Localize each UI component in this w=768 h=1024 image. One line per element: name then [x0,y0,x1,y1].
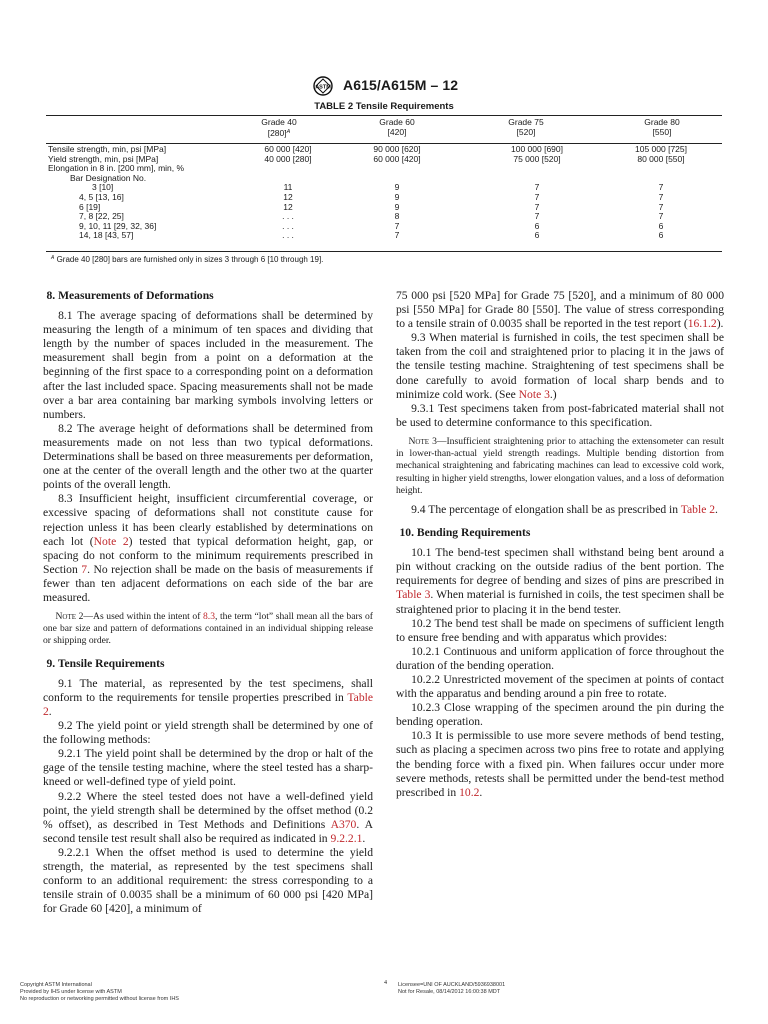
column-header-grade-40: Grade 40 [280]$^A$ [261,117,297,138]
footer-copyright: Copyright ASTM International Provided by IHS under license with ASTM No reproduction or networking permitted without license from IHS [20,982,179,1002]
document-title: A615/A615M – 12 [343,77,459,93]
note-3: Note 3—Insufficient straightening prior to attaching the extensometer can result in lower-than-actual yield strength readings. Multiple bending distortion from mechanical straightening and fabricating machines can lead to excessive cold work, resulting in higher yield strengths, lower elongation values, and a loss of deformation height. [396,435,724,496]
paragraph-10-3: 10.3 It is permissible to use more severe methods of bend testing, such as placing a specimen across two pins free to rotate and applying the bending force with a fixed pin. When failures occur under more severe methods, retests shall be permitted under the bend-test method prescribed in 10.2. [396,729,724,799]
table-cell: 60 000 [420] [264,144,312,154]
paragraph-8-3: 8.3 Insufficient height, insufficient circumferential coverage, or excessive spacing of deformations shall not constitute cause for rejection unless it has been clearly established by determinations on each lot (Note 2) tested that typical deformation height, gap, or spacing do not conform to the minimum requirements prescribed in Section 7. No rejection shall be made on the basis of measurements if fewer than ten adjacent deformations on each side of the bar are measured. [43,492,373,604]
table-cell [243,164,333,174]
row-label: Yield strength, min, psi [MPa] [48,153,159,164]
table-cell: 80 000 [550] [637,153,685,164]
table-cell: 100 000 [690] [511,144,563,154]
paragraph-10-2-1: 10.2.1 Continuous and uniform application of force throughout the duration of the bending operation. [396,644,724,672]
row-label: Elongation in 8 in. [200 mm], min, % [48,163,185,174]
table-cell: 9 [394,201,400,212]
column-header-grade-80: Grade 80 [550] [644,117,680,137]
section-7-link[interactable]: 7 [81,562,88,576]
table-cell: 60 000 [420] [373,153,421,164]
table-footnote: $^A$ Grade 40 [280] bars are furnished only in sizes 3 through 6 [10 through 19]. [51,255,324,264]
table-cell: . . . [282,220,294,231]
table-cell: . . . [282,230,294,241]
row-label: 6 [19] [79,201,101,212]
paragraph-9-3: 9.3 When material is furnished in coils, the test specimen shall be taken from the coil and straightened prior to placing it in the jaws of the tensile testing machine. Straightening of test specimens shall be done carefully to avoid formation of local sharp bends and to minimize cold work. (See Note 3.) [396,331,724,401]
table-cell: 12 [283,191,293,202]
paragraph-9-3-1: 9.3.1 Test specimens taken from post-fabricated material shall not be used to determine conformance to this specification. [396,401,724,429]
svg-text:ASTM: ASTM [315,84,331,91]
right-text-column [396,289,724,800]
table-cell: 75 000 [520] [513,153,561,164]
footer-license: Licensee=UNI OF AUCKLAND/5936938001 Not for Resale, 08/14/2012 16:00:38 MDT [398,982,506,995]
column-header-grade-75: Grade 75 [520] [508,117,544,137]
table-cell: . . . [282,211,294,222]
table-cell: 11 [283,182,293,193]
a370-link[interactable]: A370 [330,817,357,831]
table-column-grade-75 [492,145,582,241]
section-8-3-link[interactable]: 8.3 [203,611,215,623]
table-cell: 6 [658,220,664,231]
table-cell [616,164,706,174]
page-header [0,76,768,96]
table-2-link[interactable]: Table 2 [680,502,716,516]
paragraph-9-2-2-1: 9.2.2.1 When the offset method is used to determine the yield strength, the material, as represented by the test specimens shall conform to an additional requirement: the stress corresponding to a tensile strain of 0.0035 shall be a minimum of 60 000 psi [420 MPa] for Grade 60 [420], a minimum of [43,845,373,916]
table-cell: 9 [394,182,400,193]
table-cell: 9 [394,191,400,202]
table-row-labels [48,145,248,241]
row-label: 14, 18 [43, 57] [79,230,134,241]
section-16-1-2-link[interactable]: 16.1.2 [687,317,717,331]
row-label: 7, 8 [22, 25] [79,211,124,222]
row-label: Tensile strength, min, psi [MPa] [48,144,167,154]
table-column-grade-40 [243,145,333,241]
note-2: Note 2—As used within the intent of 8.3, the term “lot” shall mean all the bars of one bar size and pattern of deformations contained in an individual shipping release or shipping order. [43,611,373,647]
table-cell: 7 [534,211,540,222]
row-label: 4, 5 [13, 16] [79,191,124,202]
table-column-grade-60 [352,145,442,241]
table-title: TABLE 2 Tensile Requirements [314,101,454,112]
table-cell: 40 000 [280] [264,153,312,164]
table-cell: 7 [658,211,664,222]
table-rule-top [46,115,722,116]
table-column-grade-80 [616,145,706,241]
paragraph-10-2: 10.2 The bend test shall be made on specimens of sufficient length to ensure free bending and with apparatus which provides: [396,616,724,644]
left-text-column [43,289,373,916]
astm-logo-icon [312,76,334,96]
table-cell: 7 [534,201,540,212]
paragraph-9-2: 9.2 The yield point or yield strength shall be determined by one of the following methods: [43,719,373,747]
paragraph-9-2-1: 9.2.1 The yield point shall be determined by the drop or halt of the gage of the tensile testing machine, where the steel tested has a sharp-kneed or well-defined type of yield point. [43,747,373,789]
table-cell: 6 [658,230,664,241]
paragraph-8-2: 8.2 The average height of deformations shall be determined from measurements made on not less than two typical deformations. Determinations shall be based on three measurements per deformation, one at the center of the overall length and the other two at the quarter points of the overall length. [43,421,373,492]
row-label: 3 [10] [92,182,114,193]
note-2-link[interactable]: Note 2 [93,534,129,548]
row-label: Bar Designation No. [70,172,147,183]
section-10-2-link[interactable]: 10.2 [459,785,480,799]
paragraph-8-1: 8.1 The average spacing of deformations shall be determined by measuring the length of a minimum of ten spaces and dividing that length by the number of spaces included in the measurement. The measurement shall begin from a point on a deformation at the beginning of the first space to a corresponding point on a deformation after the last included space. Spacing measurements shall not be made over a bar area containing bar marking symbols involving letters or numbers. [43,309,373,421]
paragraph-9-2-2: 9.2.2 Where the steel tested does not have a well-defined yield point, the yield strength shall be determined by the offset method (0.2 % offset), as described in Test Methods and Definitions A370. A second tensile test result shall also be required as indicated in 9.2.2.1. [43,789,374,845]
table-cell: 7 [534,191,540,202]
paragraph-9-1: 9.1 The material, as represented by the test specimens, shall conform to the requirements for tensile properties prescribed in Table 2. [43,676,373,718]
paragraph-10-1: 10.1 The bend-test specimen shall withstand being bent around a pin without cracking on the outside radius of the bent portion. The requirements for degree of bending and sizes of pins are prescribed in Table 3. When material is furnished in coils, the test specimen shall be straightened prior to placing it in the bend tester. [396,546,724,616]
paragraph-9-2-2-1-continued: 75 000 psi [520 MPa] for Grade 75 [520], and a minimum of 80 000 psi [550 MPa] for Grade 80 [550]. The value of stress corresponding to a tensile strain of 0.0035 shall be reported in the test report (16.1.2). [396,289,724,331]
column-header-grade-60: Grade 60 [420] [379,117,415,137]
table-cell [492,164,582,174]
note-3-link[interactable]: Note 3 [518,387,550,401]
page-number: 4 [384,980,387,986]
table-cell: 7 [658,191,664,202]
paragraph-9-4: 9.4 The percentage of elongation shall be as prescribed in Table 2. [411,502,718,516]
section-10-heading: 10. Bending Requirements [399,526,531,540]
table-cell: 7 [534,182,540,193]
table-cell: 12 [283,201,293,212]
table-cell: 7 [394,230,400,241]
table-cell: 6 [534,220,540,231]
table-rule-bottom [46,251,722,252]
table-cell: 7 [394,220,400,231]
table-cell [352,164,442,174]
table-2-link[interactable]: Table 2 [43,690,373,718]
section-9-heading: 9. Tensile Requirements [46,656,165,670]
paragraph-10-2-2: 10.2.2 Unrestricted movement of the specimen at points of contact with the apparatus and bending around a pin free to rotate. [396,672,724,701]
table-cell: 90 000 [620] [373,144,421,154]
table-cell: 7 [658,201,664,212]
table-3-link[interactable]: Table 3 [396,588,431,602]
table-cell: 105 000 [725] [635,144,687,154]
table-cell: 7 [658,182,664,193]
paragraph-10-2-3: 10.2.3 Close wrapping of the specimen around the pin during the bending operation. [396,701,724,729]
table-cell: 6 [534,230,540,241]
row-label: 9, 10, 11 [29, 32, 36] [79,220,157,231]
section-9-2-2-1-link[interactable]: 9.2.2.1 [330,831,363,845]
table-cell: 8 [394,211,400,222]
section-8-heading: 8. Measurements of Deformations [46,289,214,302]
